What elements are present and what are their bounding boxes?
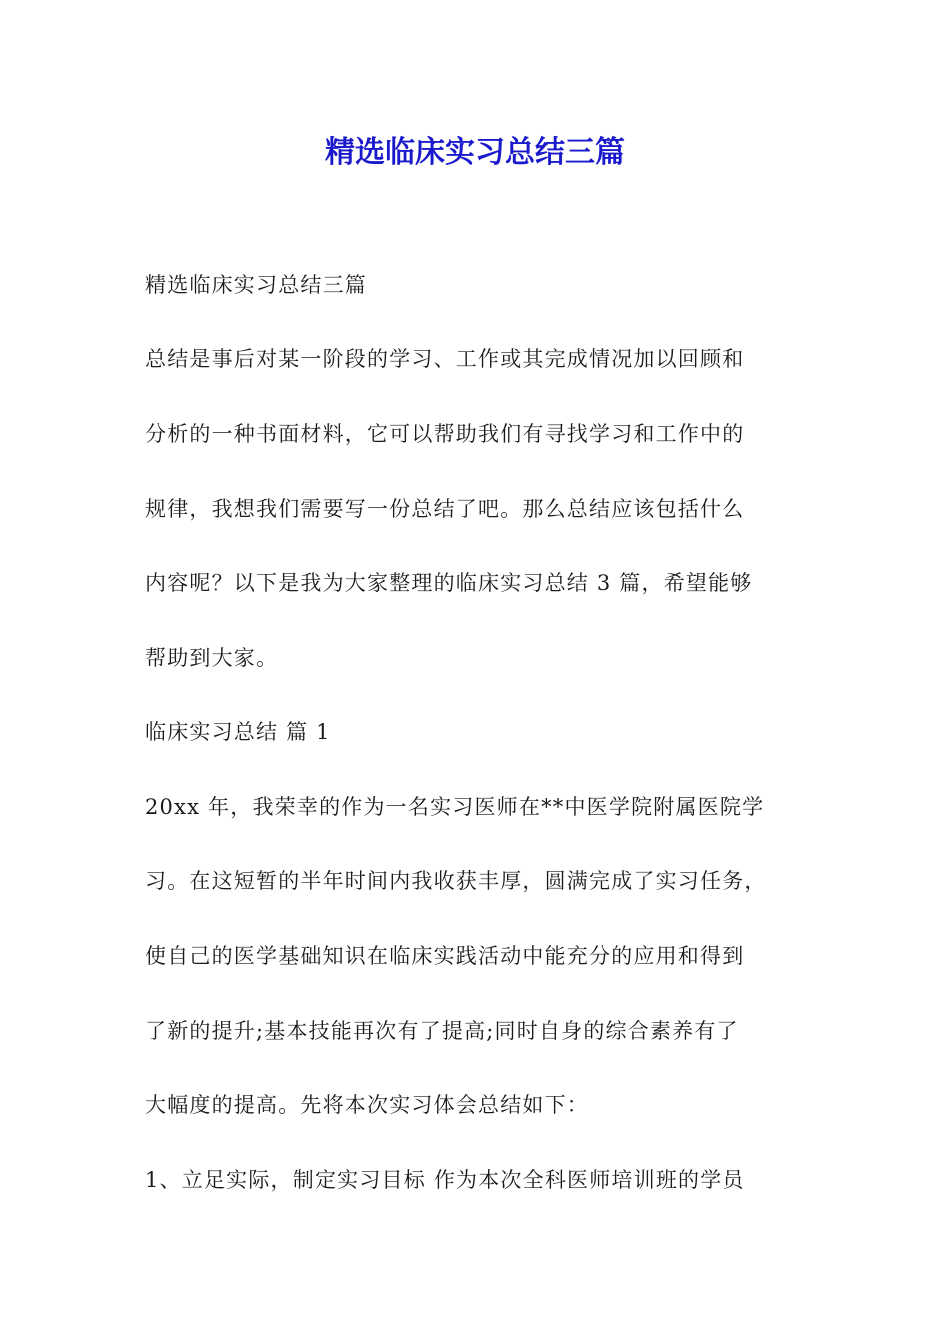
paragraph-line: 总结是事后对某一阶段的学习、工作或其完成情况加以回顾和	[145, 347, 745, 371]
paragraph-line: 帮助到大家。	[145, 646, 279, 670]
paragraph-line: 大幅度的提高。先将本次实习体会总结如下：	[145, 1093, 589, 1117]
document-title: 精选临床实习总结三篇	[325, 135, 625, 170]
paragraph-line: 使自己的医学基础知识在临床实践活动中能充分的应用和得到	[145, 944, 745, 968]
paragraph-line: 习。在这短暂的半年时间内我收获丰厚，圆满完成了实习任务，	[145, 869, 767, 893]
subtitle-line: 精选临床实习总结三篇	[145, 273, 367, 297]
paragraph-line: 20xx 年，我荣幸的作为一名实习医师在**中医学院附属医院学	[145, 795, 765, 819]
paragraph-line: 了新的提升;基本技能再次有了提高;同时自身的综合素养有了	[145, 1019, 739, 1043]
section-heading: 临床实习总结 篇 1	[145, 720, 331, 744]
paragraph-line: 分析的一种书面材料，它可以帮助我们有寻找学习和工作中的	[145, 422, 745, 446]
paragraph-line: 内容呢？以下是我为大家整理的临床实习总结 3 篇，希望能够	[145, 571, 753, 595]
paragraph-line: 规律，我想我们需要写一份总结了吧。那么总结应该包括什么	[145, 497, 745, 521]
paragraph-line: 1、立足实际，制定实习目标 作为本次全科医师培训班的学员	[145, 1168, 745, 1192]
